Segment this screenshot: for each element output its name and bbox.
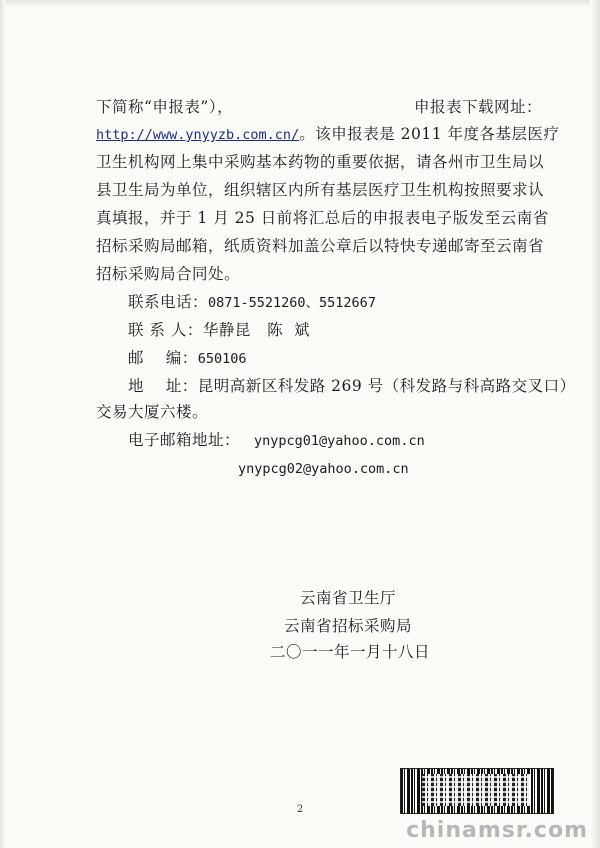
contact-postcode-value: 650106 <box>197 351 247 367</box>
contact-person-value: 华静昆 陈 斌 <box>202 321 310 339</box>
body-line-4: 县卫生局为单位，组织辖区内所有基层医疗卫生机构按照要求认 <box>96 181 545 199</box>
contact-address-cont: 交易大厦六楼。 <box>96 403 209 421</box>
scan-edge-left <box>0 0 6 848</box>
contact-person-label: 联 系 人： <box>128 321 203 339</box>
body-line-2 <box>96 124 560 145</box>
body-line-1-part-b: 申报表下载网址： <box>413 98 542 116</box>
contact-postcode-label: 邮 编： <box>128 349 198 367</box>
body-line-1 <box>96 97 542 117</box>
contact-email-2[interactable]: ynypcg02@yahoo.com.cn <box>238 461 409 477</box>
contact-address-label: 地 址： <box>128 377 198 395</box>
page-number: 2 <box>296 804 304 815</box>
body-line-7: 招标采购局合同处。 <box>96 265 241 283</box>
contact-phone <box>128 292 376 313</box>
download-url-link[interactable]: http://www.ynyyzb.com.cn/ <box>96 127 300 143</box>
body-line-3: 卫生机构网上集中采购基本药物的重要依据，请各州市卫生局以 <box>96 153 545 171</box>
scan-edge-right <box>590 0 600 848</box>
contact-email-1[interactable]: ynypcg01@yahoo.com.cn <box>254 433 425 449</box>
contact-email-label: 电子邮箱地址： <box>128 431 241 449</box>
contact-phone-value: 0871-5521260、5512667 <box>208 295 376 311</box>
body-line-2-text: 。该申报表是 2011 年度各基层医疗 <box>299 125 560 143</box>
contact-phone-label: 联系电话： <box>128 293 209 311</box>
barcode-pattern <box>422 774 530 806</box>
signature-org-1: 云南省卫生厅 <box>300 589 397 607</box>
contact-postcode <box>128 348 247 369</box>
scan-edge-top <box>0 0 600 8</box>
contact-address-value: 昆明高新区科发路 269 号（科发路与科高路交叉口） <box>197 377 576 395</box>
signature-org-2: 云南省招标采购局 <box>284 617 413 635</box>
contact-address <box>128 376 576 396</box>
signature-date: 二〇一一年一月十八日 <box>270 643 431 661</box>
site-watermark: chinamsr.com <box>406 818 588 843</box>
contact-email-2-line <box>238 458 409 479</box>
body-line-6: 招标采购局邮箱，纸质资料加盖公章后以特快专递邮寄至云南省 <box>96 237 545 255</box>
body-line-1-part-a: 下简称“申报表”）， <box>96 98 234 116</box>
contact-person <box>128 320 310 340</box>
body-line-5: 真填报，并于 1 月 25 日前将汇总后的申报表电子版发至云南省 <box>96 209 549 227</box>
contact-email <box>128 430 425 451</box>
